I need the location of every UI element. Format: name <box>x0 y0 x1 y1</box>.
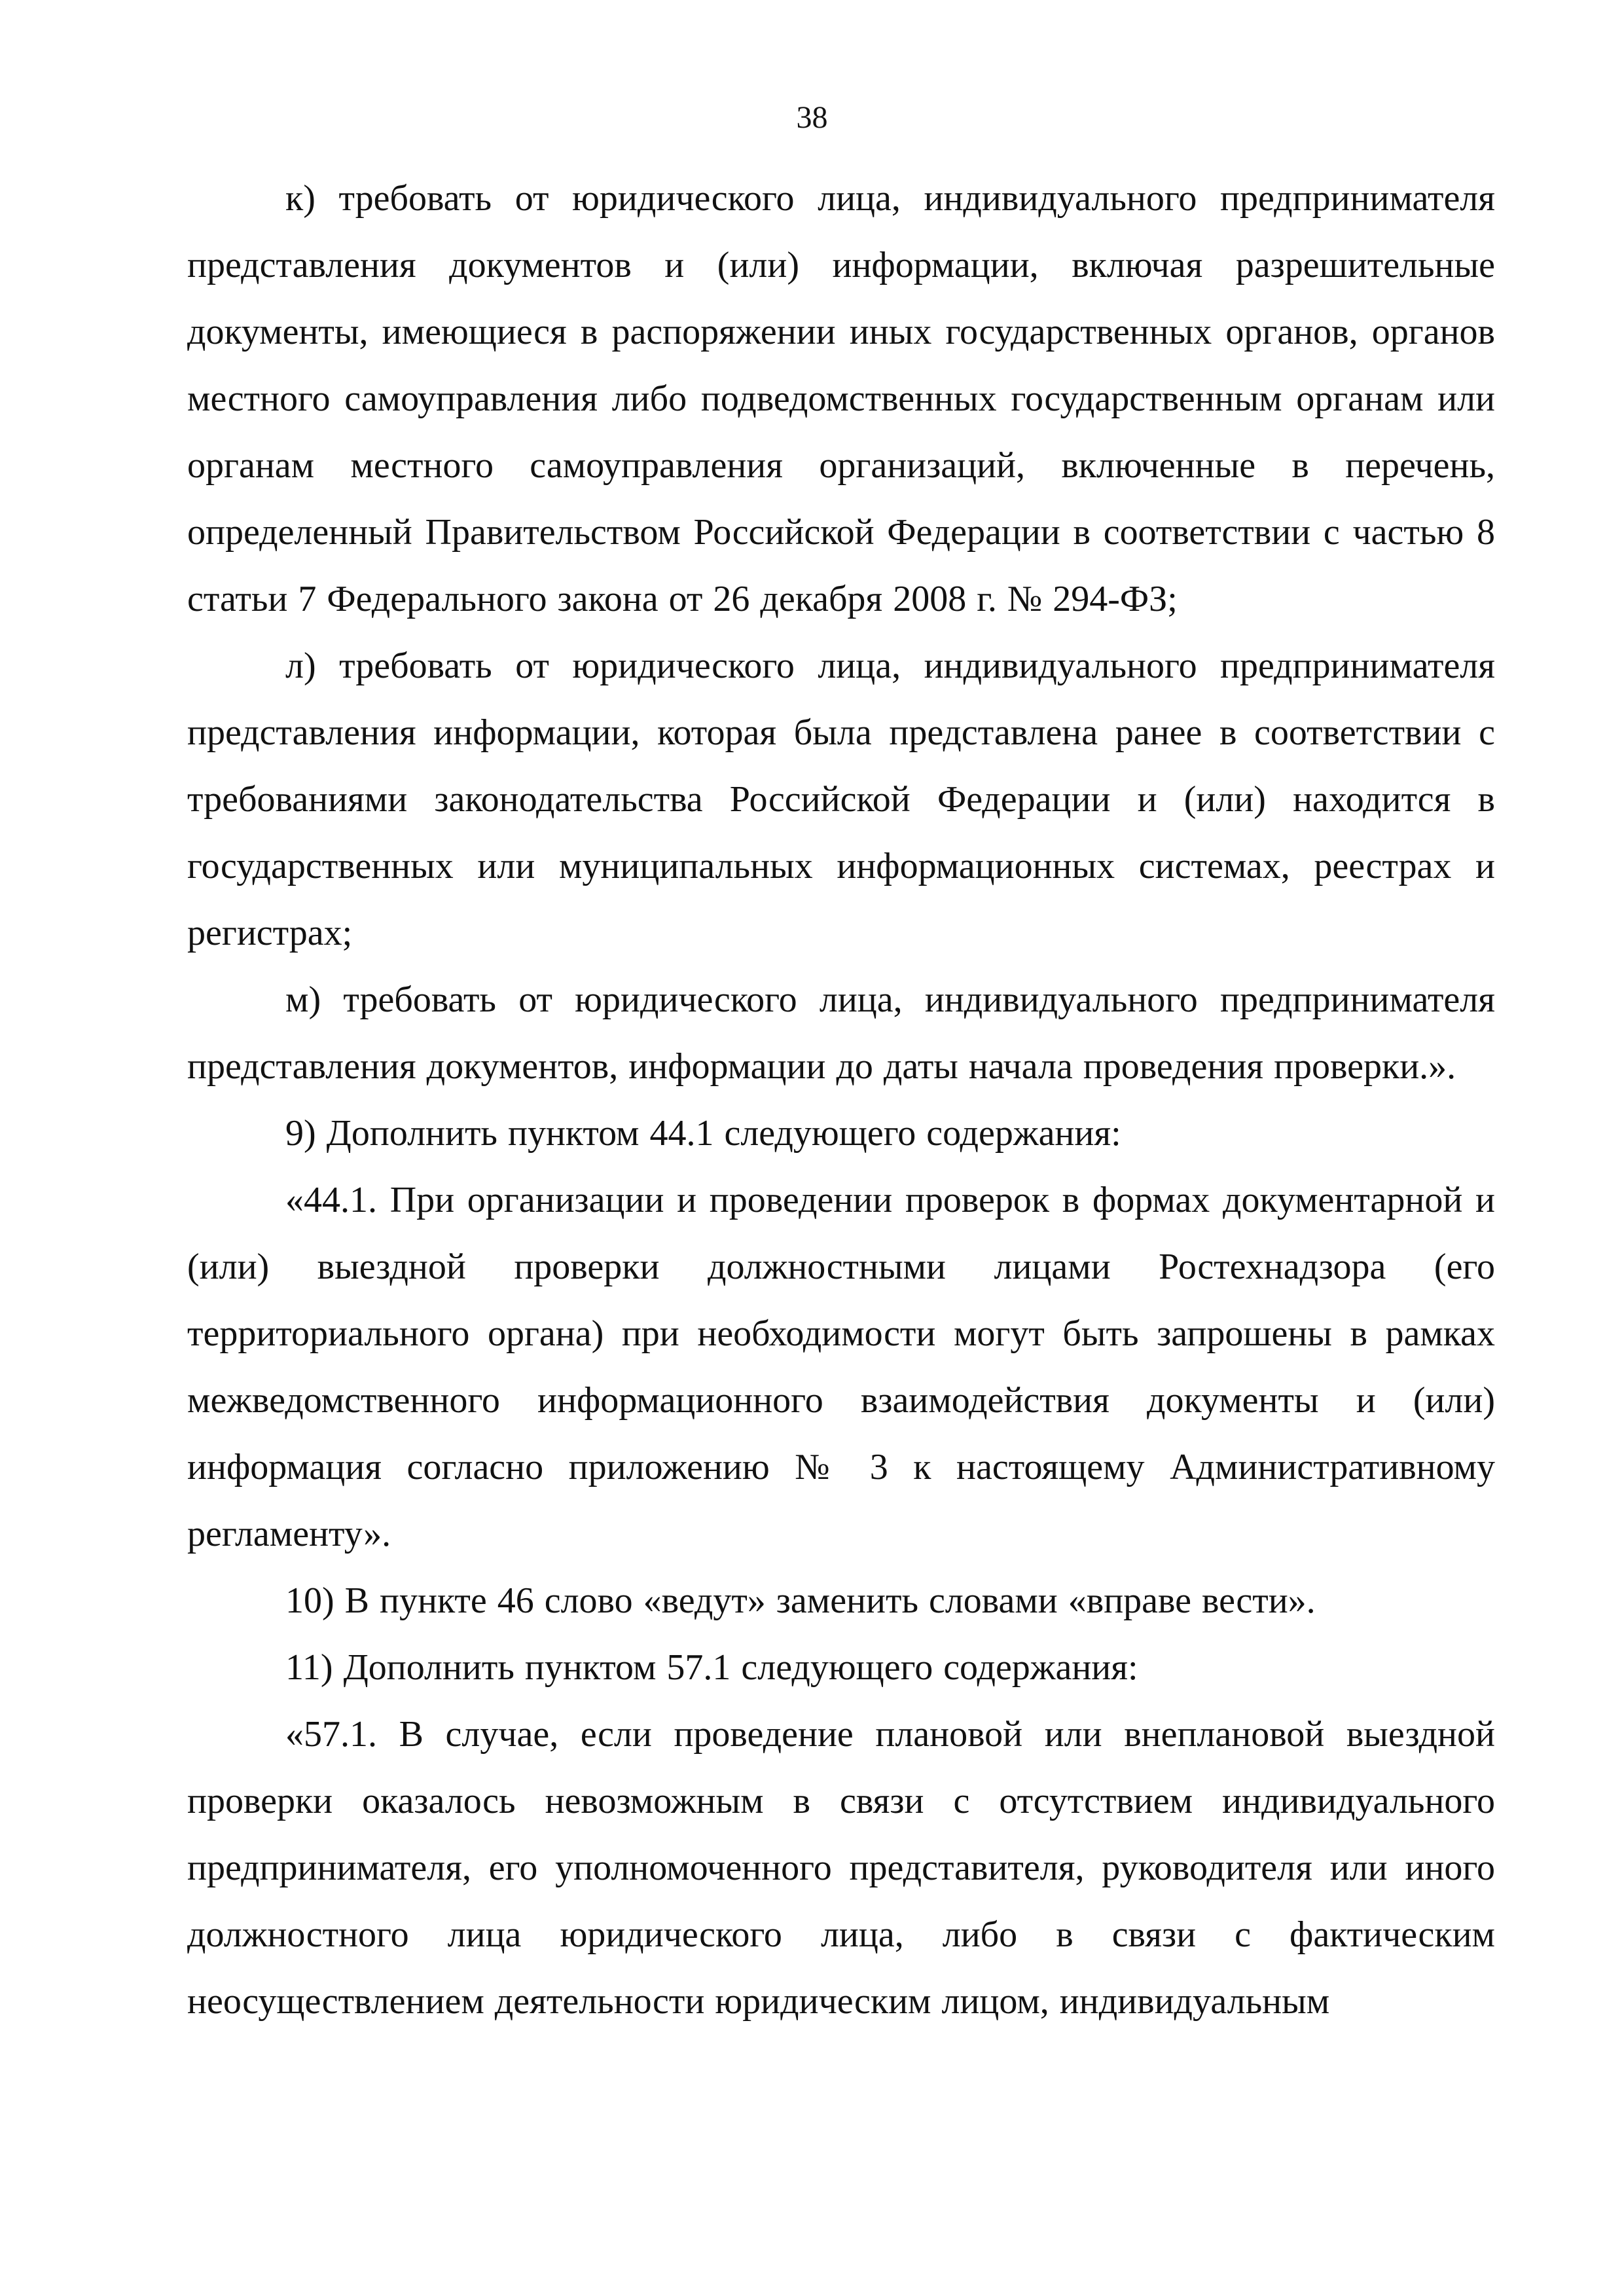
document-body <box>187 165 1495 2035</box>
paragraph-k: к) требовать от юридического лица, индивидуального предпринимателя представления документов и (или) информации, включая разрешительные документы, имеющиеся в распоряжении иных государственных органов, органов местного самоуправления либо подведомственных государственным органам или органам местного самоуправления организаций, включенные в перечень, определенный Правительством Российской Федерации в соответствии с частью 8 статьи 7 Федерального закона от 26 декабря 2008 г. № 294-ФЗ; <box>187 178 1495 619</box>
paragraph-l: л) требовать от юридического лица, индивидуального предпринимателя представления информации, которая была представлена ранее в соответствии с требованиями законодательства Российской Федерации и (или) находится в государственных или муниципальных информационных системах, реестрах и регистрах; <box>187 646 1495 953</box>
paragraph-m: м) требовать от юридического лица, индивидуального предпринимателя представления документов, информации до даты начала проведения проверки.». <box>187 979 1495 1087</box>
paragraph-10: 10) В пункте 46 слово «ведут» заменить словами «вправе вести». <box>285 1580 1316 1621</box>
paragraph-57-1: «57.1. В случае, если проведение плановой или внеплановой выездной проверки оказалось невозможным в связи с отсутствием индивидуального предпринимателя, его уполномоченного представителя, руководителя или иного должностного лица юридического лица, либо в связи с фактическим неосуществлением деятельности юридическим лицом, индивидуальным <box>187 1714 1495 2022</box>
paragraph-44-1: «44.1. При организации и проведении проверок в формах документарной и (или) выездной проверки должностными лицами Ростехнадзора (его территориального органа) при необходимости могут быть запрошены в рамках межведомственного информационного взаимодействия документы и (или) информация согласно приложению № 3 к настоящему Административному регламенту». <box>187 1180 1495 1554</box>
paragraph-9: 9) Дополнить пунктом 44.1 следующего содержания: <box>285 1113 1121 1154</box>
page-number: 38 <box>796 100 828 135</box>
paragraph-11: 11) Дополнить пунктом 57.1 следующего содержания: <box>285 1647 1138 1688</box>
